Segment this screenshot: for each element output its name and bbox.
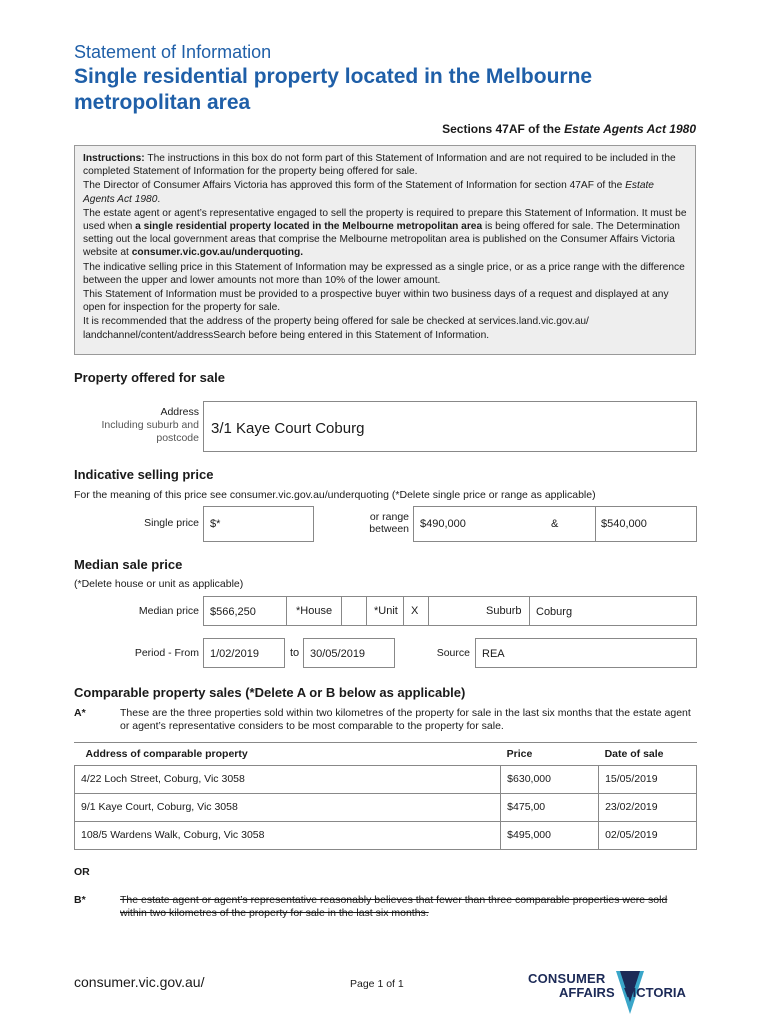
option-b-marker: B* (74, 894, 86, 906)
instructions-p5: This Statement of Information must be provided to a prospective buyer within two business days of a request and displayed at any open for inspection for the property for sale. (83, 289, 669, 314)
column-header-price: Price (506, 747, 533, 760)
range-low-value[interactable]: $490,000 (420, 518, 466, 530)
indicative-heading: Indicative selling price (74, 467, 214, 482)
option-a-marker: A* (74, 707, 86, 719)
legislation-reference (442, 122, 696, 136)
single-price-field[interactable]: $* (203, 506, 314, 542)
table-row (75, 765, 697, 793)
logo-line-affairs: AFFAIRS (559, 985, 615, 1000)
address-sublabel-2: postcode (156, 432, 199, 444)
address-field[interactable]: 3/1 Kaye Court Coburg (203, 401, 697, 452)
option-b-text: The estate agent or agent’s representative reasonably believes that fewer than three comparable properties were sold within two kilometres of the property for sale in the last six months. (120, 894, 668, 919)
indicative-note: For the meaning of this price see consumer.vic.gov.au/underquoting (*Delete single price or range as applicable) (74, 489, 596, 501)
price-range-field[interactable] (413, 506, 697, 542)
median-divider-2 (529, 597, 530, 625)
suburb-value[interactable]: Coburg (536, 606, 573, 618)
instructions-p1 (83, 152, 687, 178)
column-header-address: Address of comparable property (85, 747, 248, 760)
comparable-date-cell[interactable]: 02/05/2019 (599, 821, 697, 849)
period-to-label: to (290, 647, 300, 659)
house-label: *House (296, 605, 333, 617)
unit-value: X (411, 605, 419, 617)
instructions-p3-b: is being offered for sale. The Determination setting out the local government areas that comprise the Melbourne metropolitan area is published on the Consumer Affairs Victoria website at (83, 221, 680, 259)
unit-label: *Unit (374, 605, 398, 617)
range-and: & (551, 518, 559, 530)
instructions-p2 (83, 179, 687, 205)
instructions-box (74, 145, 696, 355)
footer-page-number: Page 1 of 1 (350, 978, 404, 990)
instructions-p2-b: . (157, 193, 161, 205)
comparable-date-cell[interactable]: 23/02/2019 (599, 793, 697, 821)
median-price-label: Median price (138, 605, 199, 617)
underquoting-link[interactable]: consumer.vic.gov.au/underquoting. (131, 247, 304, 259)
comparable-heading: Comparable property sales (*Delete A or B below as applicable) (74, 685, 466, 700)
period-from-field[interactable]: 1/02/2019 (203, 638, 285, 668)
logo-line-consumer: CONSUMER (528, 971, 606, 986)
instructions-p2-a: The Director of Consumer Affairs Victoria has approved this form of the Statement of Information for section 47AF of the (83, 180, 626, 192)
column-header-date: Date of sale (604, 747, 664, 760)
comparable-price-cell[interactable]: $495,000 (501, 821, 599, 849)
instructions-p3-a: The estate agent or agent’s representative engaged to sell the property is required to prepare this Statement of Information. It must be used when (83, 207, 687, 233)
footer-website[interactable]: consumer.vic.gov.au/ (74, 974, 205, 990)
instructions-lead: Instructions: (83, 153, 145, 164)
option-a-text: These are the three properties sold within two kilometres of the property for sale in the last six months that the estate agent or agent’s representative considers to be most comparable to the property for sale. (120, 707, 691, 732)
range-label-1: or range (369, 511, 409, 523)
instructions-p6: It is recommended that the address of the property being offered for sale be checked at services.land.vic.gov.au/ landchannel/content/addressSearch before being entered in this Statement of Information. (83, 316, 589, 341)
comparable-price-cell[interactable]: $630,000 (501, 765, 599, 793)
period-to-field[interactable]: 30/05/2019 (303, 638, 395, 668)
house-checkbox[interactable] (341, 597, 367, 625)
instructions-p1-text: The instructions in this box do not form part of this Statement of Information and are not required to be included in the completed Statement of Information for the property being offered for sale. (83, 153, 676, 178)
median-heading: Median sale price (74, 557, 183, 572)
period-label: Period - From (134, 647, 199, 659)
median-price-value[interactable]: $566,250 (210, 606, 256, 618)
document-eyebrow: Statement of Information (74, 42, 272, 62)
range-label (340, 511, 409, 535)
address-sublabel-1: Including suburb and (101, 419, 199, 431)
unit-checkbox[interactable] (403, 597, 429, 625)
or-label: OR (74, 866, 90, 878)
legislation-act: Estate Agents Act 1980 (564, 122, 696, 136)
comparable-address-cell[interactable]: 108/5 Wardens Walk, Coburg, Vic 3058 (75, 821, 501, 849)
document-title: Single residential property located in the Melbourne metropolitan area (74, 65, 593, 114)
comparable-address-cell[interactable]: 4/22 Loch Street, Coburg, Vic 3058 (75, 765, 501, 793)
property-heading: Property offered for sale (74, 370, 225, 385)
table-header-row (75, 743, 697, 765)
median-row-box (203, 596, 697, 626)
median-divider-1 (286, 597, 287, 625)
range-label-2: between (369, 523, 409, 535)
comparable-address-cell[interactable]: 9/1 Kaye Court, Coburg, Vic 3058 (75, 793, 501, 821)
single-price-label: Single price (144, 517, 199, 529)
instructions-p2-act: Estate Agents Act 1980 (83, 180, 654, 205)
consumer-affairs-victoria-logo (528, 969, 703, 1017)
comparable-price-cell[interactable]: $475,00 (501, 793, 599, 821)
table-row (75, 793, 697, 821)
suburb-label: Suburb (486, 605, 522, 617)
table-row (75, 821, 697, 849)
comparable-date-cell[interactable]: 15/05/2019 (599, 765, 697, 793)
comparable-sales-table (74, 743, 697, 850)
instructions-p3-bold: a single residential property located in the Melbourne metropolitan area (135, 221, 483, 233)
instructions-p4: The indicative selling price in this Statement of Information may be expressed as a single price, or as a price range with the difference between the upper and lower amounts not more than 10% of the lower amount. (83, 261, 685, 286)
range-divider (595, 507, 596, 541)
source-field[interactable]: REA (475, 638, 697, 668)
address-label-group (80, 406, 199, 445)
source-label: Source (436, 647, 470, 659)
range-high-value[interactable]: $540,000 (601, 518, 647, 530)
instructions-p3 (83, 207, 687, 260)
logo-line-victoria: VICTORIA (624, 985, 686, 1000)
median-note: (*Delete house or unit as applicable) (74, 578, 244, 590)
address-label: Address (160, 406, 199, 418)
legislation-prefix: Sections 47AF of the (442, 122, 565, 136)
